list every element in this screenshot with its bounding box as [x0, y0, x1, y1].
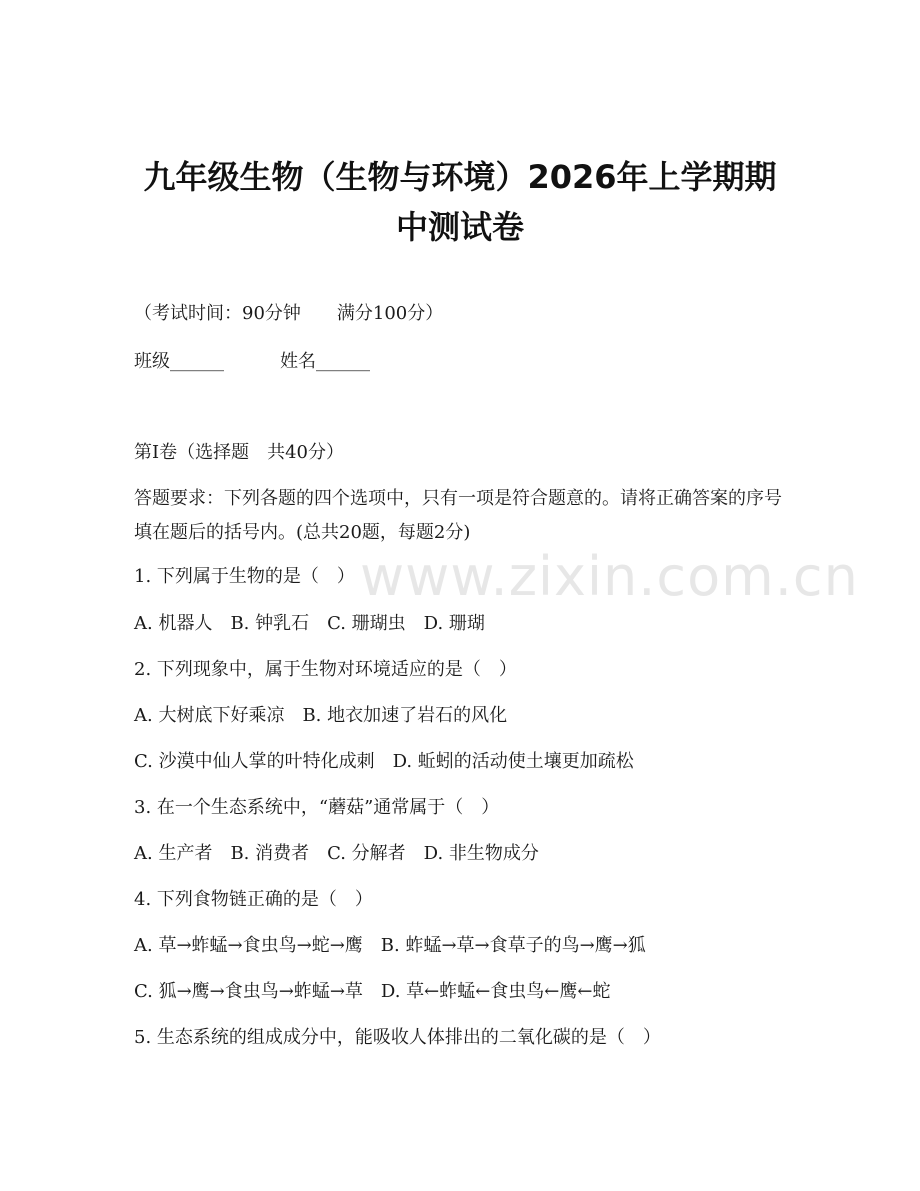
question-3-options: A. 生产者 B. 消费者 C. 分解者 D. 非生物成分 — [134, 843, 539, 864]
name-field-label: 姓名______ — [280, 351, 370, 372]
question-4-options-line-1: A. 草→蚱蜢→食虫鸟→蛇→鹰 B. 蚱蜢→草→食草子的鸟→鹰→狐 — [134, 935, 646, 956]
question-2-options-line-1: A. 大树底下好乘凉 B. 地衣加速了岩石的风化 — [134, 705, 508, 726]
question-2-options-line-2: C. 沙漠中仙人掌的叶特化成刺 D. 蚯蚓的活动使土壤更加疏松 — [134, 751, 634, 772]
exam-title-line-2: 中测试卷 — [395, 208, 524, 246]
student-info-row — [134, 351, 794, 373]
question-5-stem: 5. 生态系统的组成成分中，能吸收人体排出的二氧化碳的是（ ） — [134, 1027, 661, 1048]
question-1-options: A. 机器人 B. 钟乳石 C. 珊瑚虫 D. 珊瑚 — [134, 613, 485, 634]
site-watermark: www.zixin.com.cn — [360, 545, 859, 608]
exam-time-and-score: （考试时间：90分钟 满分100分） — [134, 303, 444, 324]
class-field-label: 班级______ — [134, 351, 224, 372]
section-heading: 第Ⅰ卷（选择题 共40分） — [134, 442, 345, 463]
question-3-stem: 3. 在一个生态系统中，“蘑菇”通常属于（ ） — [134, 797, 500, 818]
answer-instructions: 答题要求：下列各题的四个选项中，只有一项是符合题意的。请将正确答案的序号填在题后的括号内。(总共20题，每题2分) — [134, 488, 782, 543]
question-1-stem: 1. 下列属于生物的是（ ） — [134, 566, 355, 587]
question-4-stem: 4. 下列食物链正确的是（ ） — [134, 889, 373, 910]
exam-title-line-1: 九年级生物（生物与环境）2026年上学期期 — [143, 158, 777, 196]
question-2-stem: 2. 下列现象中，属于生物对环境适应的是（ ） — [134, 659, 517, 680]
question-4-options-line-2: C. 狐→鹰→食虫鸟→蚱蜢→草 D. 草←蚱蜢←食虫鸟←鹰←蛇 — [134, 981, 611, 1002]
